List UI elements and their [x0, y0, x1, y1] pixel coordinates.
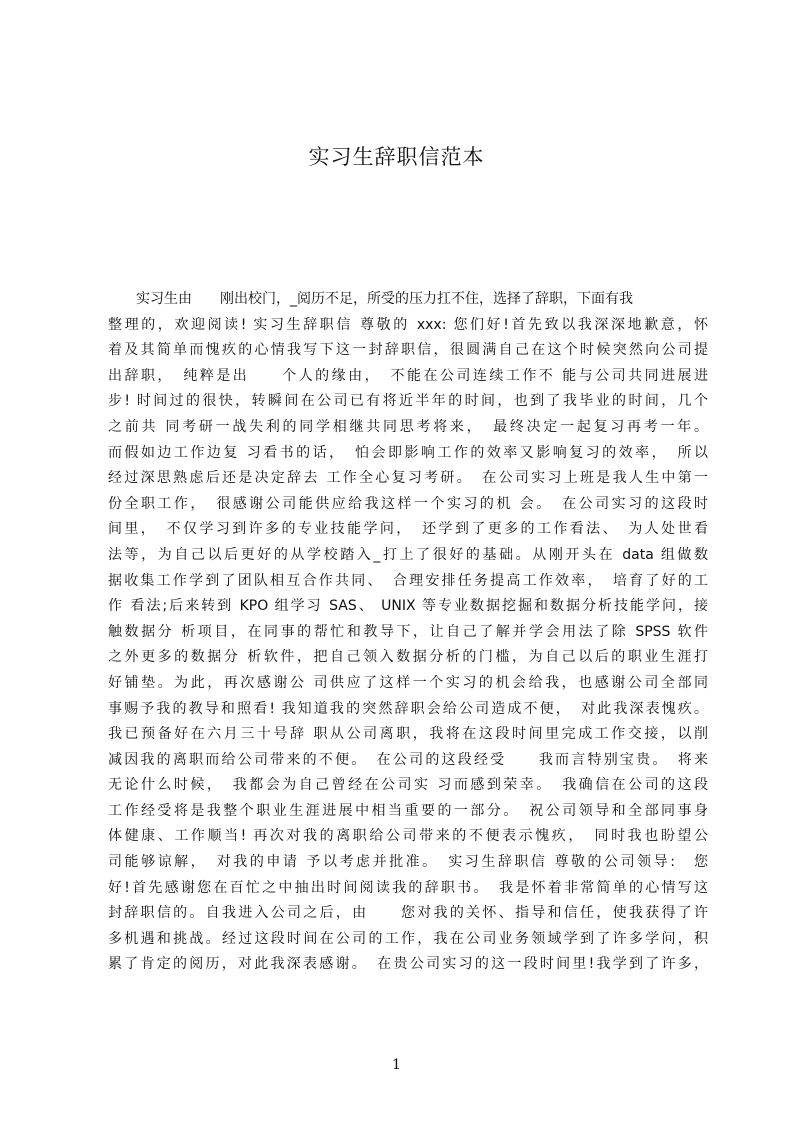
text-line: 出辞职， 纯粹是出 个人的缘由， 不能在公司连续工作不 能与公司共同进展进	[108, 367, 708, 384]
page-title: 实习生辞职信范本	[308, 145, 485, 169]
text-line: 多机遇和挑战。经过这段时间在公司的工作，我在公司业务领域学到了许多学问，积	[108, 930, 708, 947]
text-line: 司能够谅解， 对我的申请 予以考虑并批准。 实习生辞职信 尊敬的公司领导: 您	[108, 854, 708, 871]
text-line: 间里， 不仅学习到许多的专业技能学问， 还学到了更多的工作看法、 为人处世看	[108, 521, 708, 538]
text-line: 之外更多的数据分 析软件，把自己领入数据分析的门槛，为自己以后的职业生涯打	[108, 649, 708, 666]
text-line: 实习生由 刚出校门，_阅历不足，所受的压力扛不住，选择了辞职，下面有我	[108, 291, 633, 307]
page-number: 1	[392, 1057, 401, 1073]
text-line: 体健康、工作顺当! 再次对我的离职给公司带来的不便表示愧疚， 同时我也盼望公	[108, 828, 708, 845]
text-line: 累了肯定的阅历，对此我深表感谢。 在贵公司实习的这一段时间里!我学到了许多，	[108, 956, 708, 973]
text-line: 好!首先感谢您在百忙之中抽出时间阅读我的辞职书。 我是怀着非常简单的心情写这	[108, 879, 708, 896]
text-line: 之前共 同考研一战失利的同学相继共同思考将来， 最终决定一起复习再考一年。	[108, 418, 708, 435]
text-line: 经过深思熟虑后还是决定辞去 工作全心复习考研。 在公司实习上班是我人生中第一	[108, 470, 708, 487]
text-line: 好铺垫。为此，再次感谢公 司供应了这样一个实习的机会给我，也感谢公司全部同	[108, 674, 708, 691]
text-line: 份全职工作， 很感谢公司能供应给我这样一个实习的机 会。 在公司实习的这段时	[108, 495, 708, 512]
text-line: 整理的，欢迎阅读! 实习生辞职信 尊敬的 xxx: 您们好!首先致以我深深地歉意，怀	[108, 316, 708, 333]
text-line: 据收集工作学到了团队相互合作共同、 合理安排任务提高工作效率， 培育了好的工	[108, 572, 708, 589]
text-line: 无论什么时候， 我都会为自己曾经在公司实 习而感到荣幸。 我确信在公司的这段	[108, 777, 708, 794]
text-line: 触数据分 析项目，在同事的帮忙和教导下，让自己了解并学会用法了除 SPSS 软件	[108, 623, 708, 640]
text-line: 工作经受将是我整个职业生涯进展中相当重要的一部分。 祝公司领导和全部同事身	[108, 802, 708, 819]
text-line: 封辞职信的。自我进入公司之后，由 您对我的关怀、指导和信任，使我获得了许	[108, 905, 708, 922]
text-line: 而假如边工作边复 习看书的话， 怕会即影响工作的效率又影响复习的效率， 所以	[108, 444, 708, 461]
body-text	[108, 287, 708, 978]
text-line: 我已预备好在六月三十号辞 职从公司离职，我将在这段时间里完成工作交接，以削	[108, 726, 708, 743]
text-line: 作 看法;后来转到 KPO 组学习 SAS、 UNIX 等专业数据挖掘和数据分析技能学问，接	[108, 598, 708, 615]
text-line: 步! 时间过的很快，转瞬间在公司已有将近半年的时间，也到了我毕业的时间，几个	[108, 393, 708, 410]
text-line: 减因我的离职而给公司带来的不便。 在公司的这段经受 我而言特别宝贵。 将来	[108, 751, 708, 768]
text-line: 着及其简单而愧疚的心情我写下这一封辞职信，很圆满自己在这个时候突然向公司提	[108, 342, 708, 359]
text-line: 事赐予我的教导和照看! 我知道我的突然辞职会给公司造成不便， 对此我深表愧疚。	[108, 700, 708, 717]
text-line: 法等，为自己以后更好的从学校踏入_打上了很好的基础。从刚开头在 data 组做数	[108, 546, 708, 563]
